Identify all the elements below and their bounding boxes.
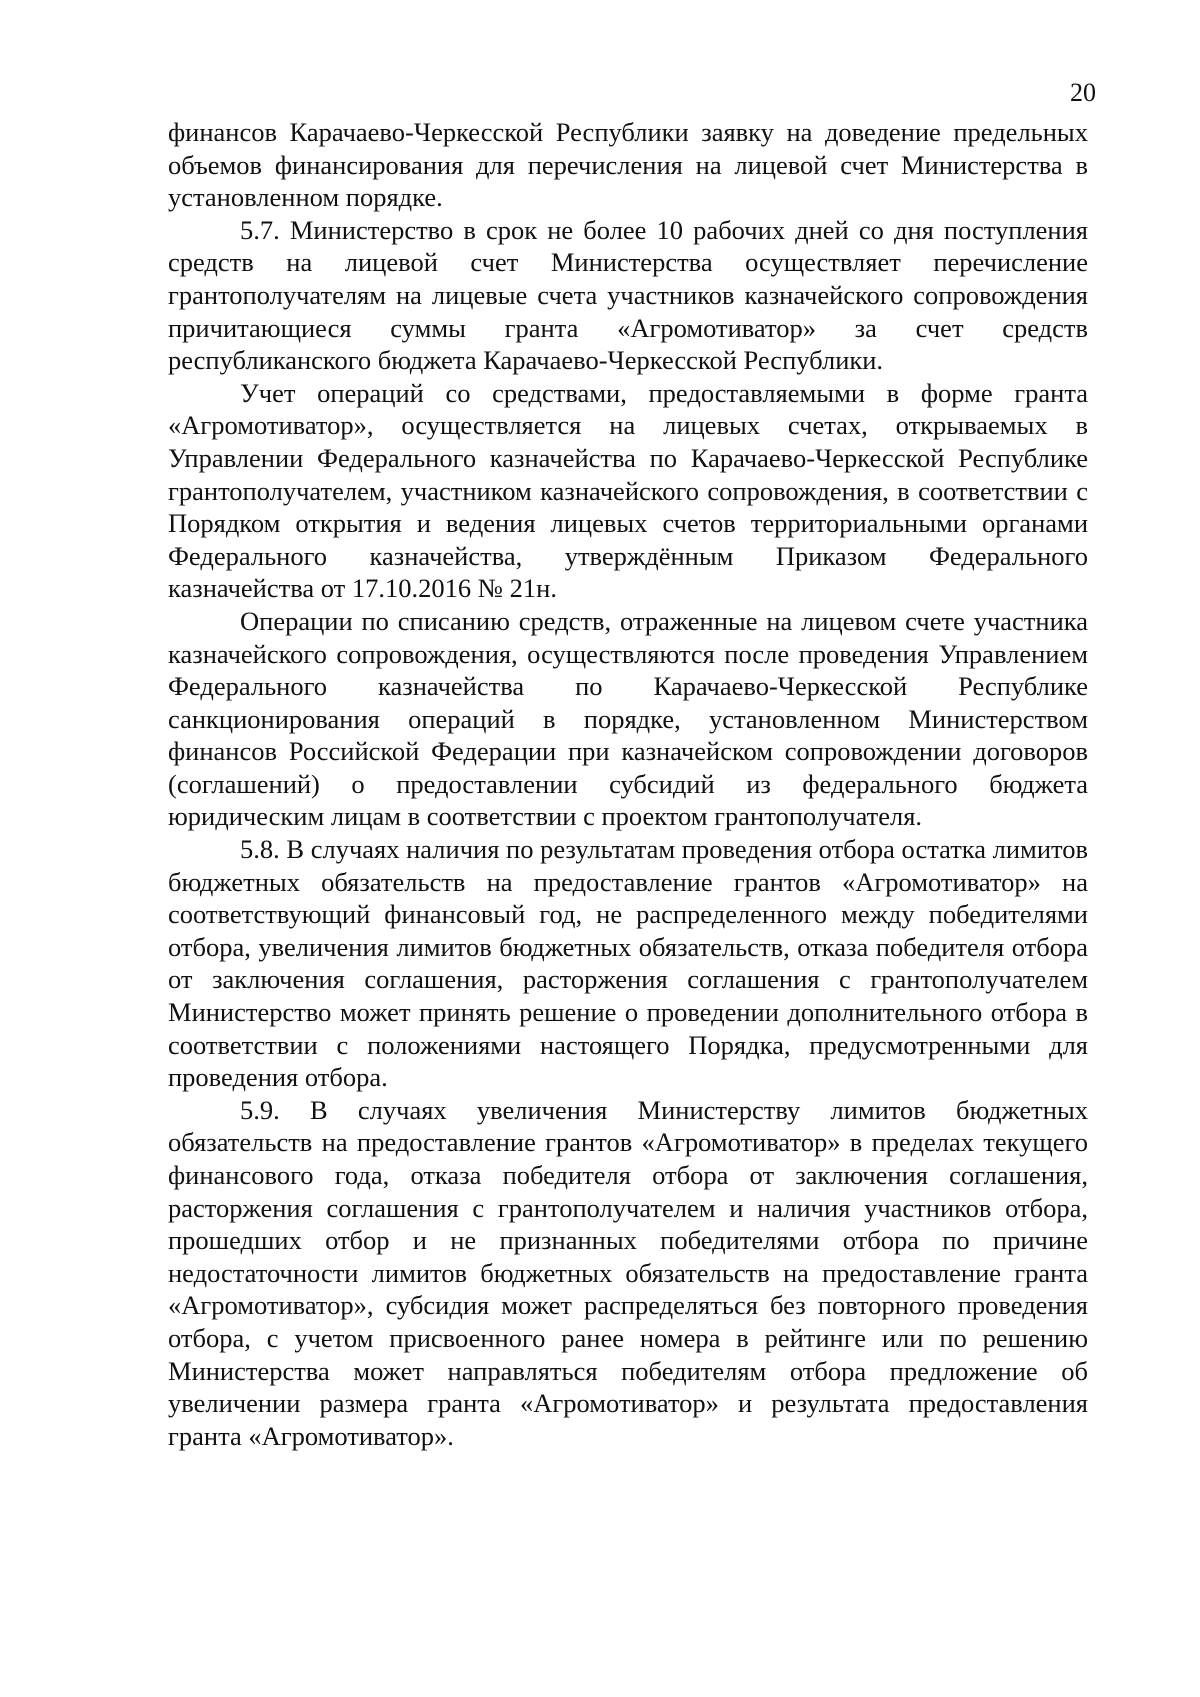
- paragraph-5-7: 5.7. Министерство в срок не более 10 рабочих дней со дня поступления средств на лицевой счет Министерства осуществляет перечисление грантополучателям на лицевые счета участников казначейского сопровождения причитающиеся суммы гранта «Агромотиватор» за счет средств республиканского бюджета Карачаево-Черкесской Республики.: [168, 214, 1088, 376]
- paragraph-continuation: финансов Карачаево-Черкесской Республики заявку на доведение предельных объемов финансирования для перечисления на лицевой счет Министерства в установленном порядке.: [168, 117, 1088, 213]
- document-body: [168, 116, 1088, 1452]
- page-number: 20: [1070, 78, 1096, 107]
- paragraph-write-off-operations: Операции по списанию средств, отраженные на лицевом счете участника казначейского сопровождения, осуществляются после проведения Управлением Федерального казначейства по Карачаево-Черкесской Республике санкционирования операций в порядке, установленном Министерством финансов Российской Федерации при казначейском сопровождении договоров (соглашений) о предоставлении субсидий из федерального бюджета юридическим лицам в соответствии с проектом грантополучателя.: [168, 605, 1088, 832]
- paragraph-5-8: 5.8. В случаях наличия по результатам проведения отбора остатка лимитов бюджетных обязательств на предоставление грантов «Агромотиватор» на соответствующий финансовый год, не распределенного между победителями отбора, увеличения лимитов бюджетных обязательств, отказа победителя отбора от заключения соглашения, расторжения соглашения с грантополучателем Министерство может принять решение о проведении дополнительного отбора в соответствии с положениями настоящего Порядка, предусмотренными для проведения отбора.: [168, 834, 1088, 1093]
- paragraph-5-9: 5.9. В случаях увеличения Министерству лимитов бюджетных обязательств на предоставление грантов «Агромотиватор» в пределах текущего финансового года, отказа победителя отбора от заключения соглашения, расторжения соглашения с грантополучателем и наличия участников отбора, прошедших отбор и не признанных победителями отбора по причине недостаточности лимитов бюджетных обязательств на предоставление гранта «Агромотиватор», субсидия может распределяться без повторного проведения отбора, с учетом присвоенного ранее номера в рейтинге или по решению Министерства может направляться победителям отбора предложение об увеличении размера гранта «Агромотиватор» и результата предоставления гранта «Агромотиватор».: [168, 1094, 1088, 1451]
- paragraph-accounting-operations: Учет операций со средствами, предоставляемыми в форме гранта «Агромотиватор», осуществляется на лицевых счетах, открываемых в Управлении Федерального казначейства по Карачаево-Черкесской Республике грантополучателем, участником казначейского сопровождения, в соответствии с Порядком открытия и ведения лицевых счетов территориальными органами Федерального казначейства, утверждённым Приказом Федерального казначейства от 17.10.2016 № 21н.: [168, 377, 1088, 604]
